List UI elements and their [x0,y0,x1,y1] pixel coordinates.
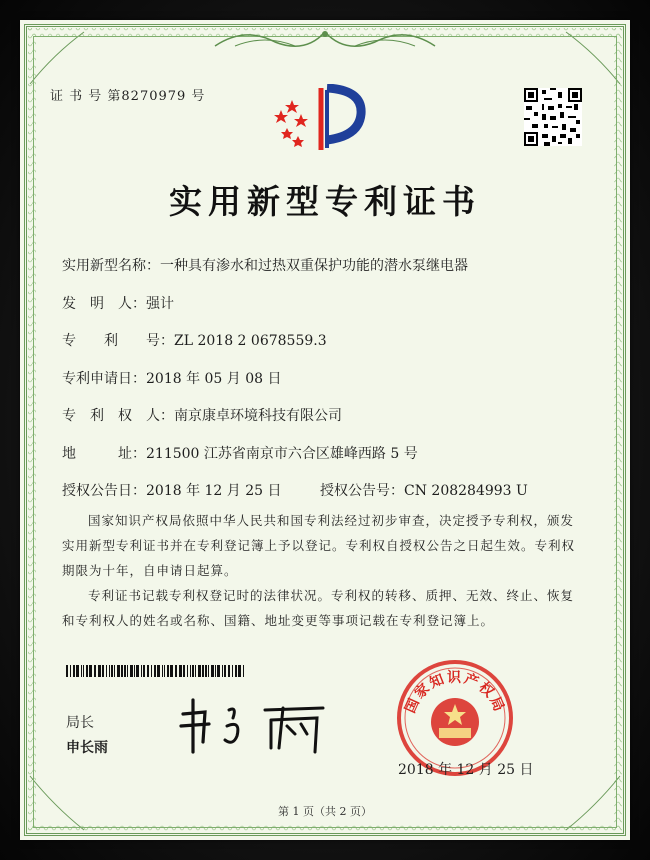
patent-number-row [62,330,327,350]
barcode-icon [66,665,246,677]
patentee-row [62,405,342,425]
address-row [62,443,418,463]
utility-model-name-label: 实用新型名称： [62,258,160,274]
legal-status-paragraph: 专利证书记载专利权登记时的法律状况。专利权的转移、质押、无效、终止、恢复和专利权人的姓名或名称、国籍、地址变更等事项记载在专利登记簿上。 [62,588,575,628]
seal-date: 2018 年 12 月 25 日 [398,762,534,778]
certificate-title: 实用新型专利证书 [169,182,481,221]
top-ornament-icon [205,24,445,52]
grant-number-row [320,480,528,500]
patent-office-logo-icon [265,84,373,152]
inventor-label: 发 明 人： [62,296,146,312]
inventor-value: 强计 [146,296,174,312]
address-value: 211500 江苏省南京市六合区雄峰西路 5 号 [146,446,418,462]
patentee-value: 南京康卓环境科技有限公司 [174,408,342,424]
page-number: 第 1 页（共 2 页） [278,805,372,818]
certificate-number: 证 书 号 第8270979 号 [50,89,206,104]
patent-number-label: 专 利 号： [62,333,174,349]
grant-number-label: 授权公告号： [320,483,404,499]
grant-number-value: CN 208284993 U [404,483,528,499]
handwritten-signature-icon [175,696,335,756]
inventor-row [62,293,174,313]
grant-date-row [62,480,282,500]
filing-date-label: 专利申请日： [62,371,146,387]
address-label: 地 址： [62,446,146,462]
utility-model-name-value: 一种具有渗水和过热双重保护功能的潜水泵继电器 [160,258,468,274]
grant-date-label: 授权公告日： [62,483,146,499]
seal-text: 国家知识产权局 [402,670,508,716]
signer-title: 局长 [66,715,94,731]
patent-number-value: ZL 2018 2 0678559.3 [174,333,327,349]
filing-date-value: 2018 年 05 月 08 日 [146,371,282,387]
filing-date-row [62,368,282,388]
patentee-label: 专 利 权 人： [62,408,174,424]
utility-model-name-row [62,255,468,275]
signer-name: 申长雨 [66,740,108,756]
grant-date-value: 2018 年 12 月 25 日 [146,483,282,499]
grant-statement-paragraph: 国家知识产权局依照中华人民共和国专利法经过初步审查，决定授予专利权，颁发实用新型专利证书并在专利登记簿上予以登记。专利权自授权公告之日起生效。专利权期限为十年，自申请日起算。 [62,513,576,578]
qr-code-icon [524,88,582,146]
